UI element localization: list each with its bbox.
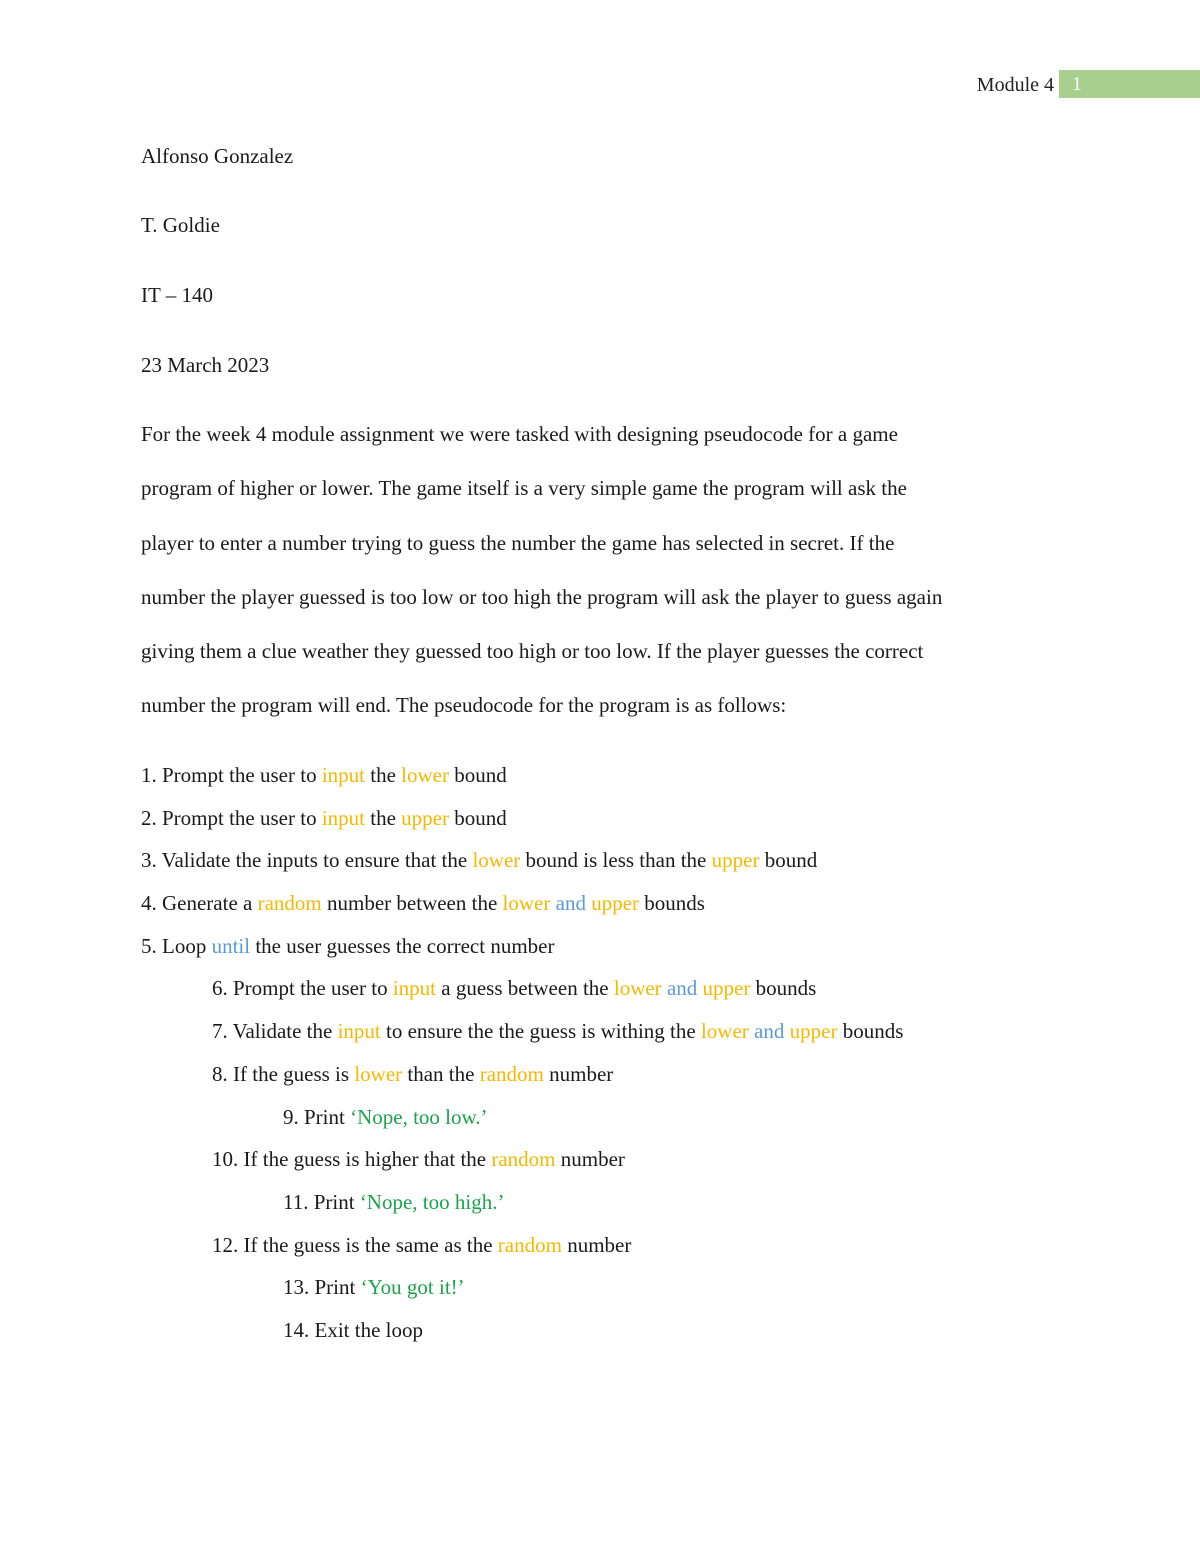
keyword-operator: and bbox=[550, 891, 592, 916]
keyword-variable: lower bbox=[401, 763, 449, 787]
step-text: bound bbox=[448, 805, 507, 830]
keyword-variable: input bbox=[392, 976, 436, 1001]
instructor-name: T. Goldie bbox=[141, 213, 220, 237]
keyword-operator: and bbox=[748, 1019, 790, 1044]
step-text: the user guesses the correct number bbox=[250, 933, 555, 958]
header-module-label: Module 4 bbox=[976, 74, 1054, 96]
pseudocode-step-14 bbox=[141, 1317, 1141, 1360]
paragraph-line: number the program will end. The pseudocode for the program is as follows: bbox=[141, 693, 787, 718]
pseudocode-list bbox=[141, 762, 1141, 1360]
step-text: 3. Validate the inputs to ensure that the bbox=[141, 848, 473, 873]
keyword-variable: upper bbox=[711, 848, 760, 873]
step-text: 5. Loop bbox=[141, 933, 212, 958]
step-text: bounds bbox=[837, 1019, 904, 1044]
step-text: 14. Exit the loop bbox=[283, 1317, 423, 1342]
string-literal: ‘Nope, too low.’ bbox=[350, 1104, 488, 1129]
keyword-variable: input bbox=[321, 763, 365, 787]
paragraph-line: giving them a clue weather they guessed too high or too low. If the player guesses the correct bbox=[141, 639, 924, 664]
keyword-variable: upper bbox=[401, 805, 449, 830]
pseudocode-step-4 bbox=[141, 890, 1141, 933]
keyword-variable: lower bbox=[613, 976, 662, 1001]
keyword-variable: random bbox=[479, 1061, 544, 1086]
step-text: 6. Prompt the user to bbox=[212, 976, 393, 1001]
keyword-variable: lower bbox=[700, 1019, 749, 1044]
keyword-variable: lower bbox=[354, 1061, 403, 1086]
course-code: IT – 140 bbox=[141, 283, 213, 307]
step-text: number bbox=[561, 1232, 632, 1257]
step-text: 10. If the guess is higher that the bbox=[212, 1147, 492, 1172]
paragraph-line: number the player guessed is too low or too high the program will ask the player to guess again bbox=[141, 584, 943, 609]
step-text: 12. If the guess is the same as the bbox=[212, 1232, 498, 1257]
step-text: the bbox=[365, 805, 402, 830]
pseudocode-step-12 bbox=[141, 1232, 1141, 1275]
step-text: bound is less than the bbox=[520, 848, 712, 873]
step-text: 13. Print bbox=[283, 1275, 361, 1300]
keyword-operator: and bbox=[661, 976, 703, 1001]
step-text: bounds bbox=[639, 891, 705, 916]
pseudocode-step-7 bbox=[141, 1018, 1141, 1061]
step-text: bounds bbox=[750, 976, 817, 1001]
string-literal: ‘Nope, too high.’ bbox=[359, 1189, 505, 1214]
keyword-variable: random bbox=[491, 1147, 556, 1172]
step-text: 11. Print bbox=[283, 1189, 360, 1214]
keyword-variable: upper bbox=[789, 1019, 838, 1044]
string-literal: ‘You got it!’ bbox=[360, 1275, 465, 1300]
keyword-variable: random bbox=[257, 891, 322, 916]
keyword-variable: lower bbox=[472, 848, 521, 873]
keyword-variable: upper bbox=[702, 976, 751, 1001]
step-text: bound bbox=[759, 848, 818, 873]
keyword-variable: input bbox=[321, 805, 365, 830]
pseudocode-step-11 bbox=[141, 1189, 1141, 1232]
pseudocode-step-10 bbox=[141, 1146, 1141, 1189]
pseudocode-step-6 bbox=[141, 975, 1141, 1018]
keyword-variable: upper bbox=[591, 891, 640, 916]
intro-paragraph bbox=[141, 421, 1061, 747]
step-text: number between the bbox=[321, 891, 503, 916]
step-text: to ensure the the guess is withing the bbox=[380, 1019, 701, 1044]
step-text: number bbox=[543, 1061, 614, 1086]
document-date: 23 March 2023 bbox=[141, 353, 270, 377]
pseudocode-step-8 bbox=[141, 1061, 1141, 1104]
step-text: 1. Prompt the user to bbox=[141, 763, 322, 787]
pseudocode-step-13 bbox=[141, 1274, 1141, 1317]
pseudocode-step-1 bbox=[141, 762, 1141, 805]
pseudocode-step-9 bbox=[141, 1104, 1141, 1147]
student-name: Alfonso Gonzalez bbox=[141, 144, 294, 168]
paragraph-line: For the week 4 module assignment we were tasked with designing pseudocode for a game bbox=[141, 422, 898, 446]
paragraph-line: program of higher or lower. The game itself is a very simple game the program will ask the bbox=[141, 476, 907, 501]
keyword-variable: random bbox=[497, 1232, 562, 1257]
step-text: 7. Validate the bbox=[212, 1019, 338, 1044]
pseudocode-step-5 bbox=[141, 933, 1141, 976]
step-text: number bbox=[555, 1147, 625, 1172]
keyword-variable: input bbox=[337, 1019, 381, 1044]
step-text: a guess between the bbox=[436, 976, 614, 1001]
pseudocode-step-3 bbox=[141, 847, 1141, 890]
step-text: than the bbox=[402, 1061, 480, 1086]
keyword-variable: lower bbox=[502, 891, 551, 916]
paragraph-line: player to enter a number trying to guess the number the game has selected in secret. If the bbox=[141, 530, 895, 555]
keyword-operator: until bbox=[211, 933, 251, 958]
step-text: 8. If the guess is bbox=[212, 1061, 355, 1086]
step-text: 4. Generate a bbox=[141, 891, 258, 916]
step-text: 9. Print bbox=[283, 1104, 351, 1129]
step-text: 2. Prompt the user to bbox=[141, 805, 322, 830]
step-text: the bbox=[365, 763, 402, 787]
page-number-badge: 1 bbox=[1059, 70, 1200, 98]
pseudocode-step-2 bbox=[141, 805, 1141, 848]
step-text: bound bbox=[448, 763, 507, 787]
